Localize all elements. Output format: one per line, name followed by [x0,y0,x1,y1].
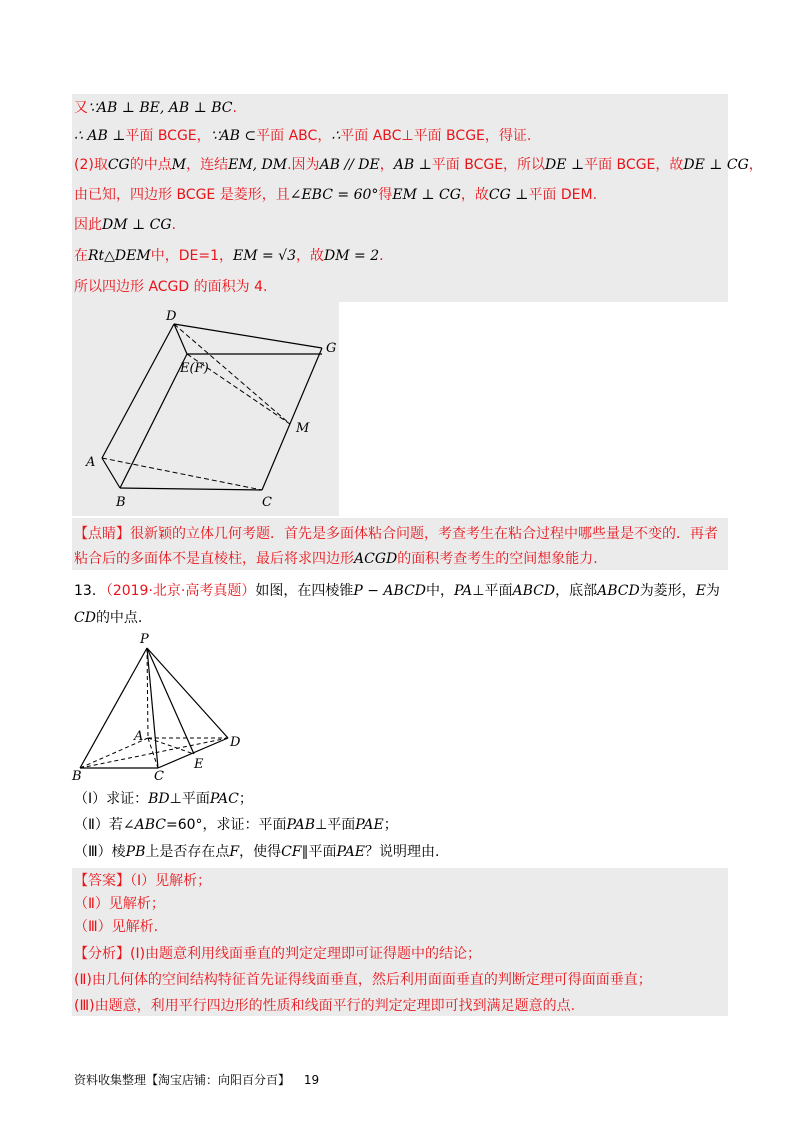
text: 的中点. [95,610,143,626]
dashed-BD [80,738,228,768]
math: DM = 2 [324,248,380,264]
solution-line-7: 所以四边形 ACGD 的面积为 4. [74,279,268,295]
text: 又 [74,100,88,116]
analysis-line-1 [74,944,481,964]
label-C: C [262,495,272,510]
text: （Ⅱ）若 [74,817,123,833]
comment-tag: 【点睛】 [74,526,130,542]
math: ∴ [331,128,341,144]
math: EM = √3 [232,248,296,264]
text: 中，DE=1， [150,248,233,264]
label-EF: E(F) [180,361,209,376]
math: F [229,844,240,860]
math: CF [281,844,302,860]
text: ⊥平面 [315,817,356,833]
part-i [74,789,253,809]
text: =60°，求证：平面 [166,817,287,833]
text: ； [238,791,253,807]
math: PAB [286,817,316,833]
math: PAE [355,817,384,833]
question-source: （2019·北京·高考真题） [105,583,256,599]
question-number: 13． [74,583,106,599]
label-D: D [166,309,177,324]
part-ii [74,815,398,835]
analysis-line-3: (Ⅲ)由题意，利用平行四边形的性质和线面平行的判定定理即可找到满足题意的点. [74,998,576,1014]
text: . [379,248,384,264]
question-13 [74,578,722,632]
math: CG ⊥ [488,187,529,203]
solution-line-3 [74,155,763,175]
text: 平面 DEM. [528,187,598,203]
dashed-AE [148,738,194,754]
text: 由已知，四边形 BCGE 是菱形，且 [74,187,290,203]
analysis-tag: 【分析】 [74,946,130,962]
label-D: D [230,735,241,750]
text: 平面 BCGE， [125,128,211,144]
text: 中， [426,583,455,599]
text: .因为 [287,157,320,173]
edge-PC [147,648,158,768]
math: AB ⊥ [393,157,432,173]
text: 很新颖的立体几何考题．首先是多面体粘合问题，考查考生在粘合过程中哪些量是不变的．再者粘合后的多面体不是直棱柱，最后将求四边形 [74,526,718,567]
math: CD [74,610,96,626]
math: PAC [209,791,239,807]
text: （Ⅲ）棱 [74,844,126,860]
math: ∵AB ⊥ BE, AB ⊥ BC [88,100,233,116]
label-M: M [296,421,310,436]
math: ABCD [512,583,556,599]
text: ， [379,157,394,173]
math: PB [125,844,146,860]
math: E [695,583,706,599]
math: ∵AB ⊂ [210,128,257,144]
edge-PD [147,648,228,738]
text: ∥平面 [301,844,337,860]
math: M [171,157,187,173]
text: 在 [74,248,88,264]
solution-line-4 [74,185,597,205]
solution-line-1 [74,98,237,118]
text: ，连结 [186,157,229,173]
text: . [171,217,176,233]
text: ⊥平面 [472,583,513,599]
text: 为菱形， [639,583,696,599]
page-number: 19 [303,1073,320,1087]
text: ，底部 [555,583,598,599]
answer-line-3: （Ⅲ）见解析. [74,919,159,935]
label-A: A [86,455,96,470]
figure-prism [72,302,339,516]
text: ⊥平面 [169,791,210,807]
footer-text: 资料收集整理【淘宝店铺：向阳百分百】 [74,1073,291,1087]
edge-DG [174,324,322,348]
page-footer [74,1071,319,1088]
math: BD [148,791,170,807]
text: ，故 [296,248,324,264]
text: . [232,100,237,116]
math: ∴ AB ⊥ [74,128,126,144]
text: 如图，在四棱锥 [255,583,354,599]
text: （Ⅰ）见解析； [130,873,212,889]
text: 平面 ABC， [256,128,332,144]
label-B: B [116,495,126,510]
edge-BC [120,488,262,490]
figure-pyramid [70,630,260,784]
answer-line-1 [74,871,211,891]
text: ， [748,157,763,173]
edge-DEF [174,324,187,354]
label-C: C [154,769,164,784]
solution-line-2 [74,126,531,146]
text: 平面 BCGE，所以 [431,157,546,173]
text: 因此 [74,217,102,233]
edge-GC [262,348,322,490]
math: P − ABCD [353,583,427,599]
text: 平面 ABC⊥平面 BCGE，得证. [340,128,532,144]
math: EM ⊥ CG [392,187,461,203]
text: ？说明理由. [365,844,440,860]
solution-line-5 [74,215,176,235]
math: CG [107,157,130,173]
dashed-AC [102,458,262,490]
math: ACGD [354,551,398,567]
edge-CD [158,738,228,768]
math: EM, DM [228,157,288,173]
text: （Ⅰ）求证： [74,791,149,807]
comment-block [74,522,722,572]
answer-line-2: （Ⅱ）见解析； [74,896,165,912]
label-B: B [72,769,82,784]
math: ABCD [597,583,640,599]
label-A: A [134,729,144,744]
text: (2)取 [74,157,108,173]
math: DM ⊥ CG [102,217,172,233]
edge-DA [102,324,174,458]
math: AB // DE [319,157,380,173]
math: PAE [336,844,365,860]
text: 为 [705,583,720,599]
text: ； [383,817,398,833]
text: 的中点 [129,157,172,173]
text: 上是否存在点 [145,844,230,860]
math: DE ⊥ CG [683,157,749,173]
text: 得 [378,187,393,203]
math: ∠EBC = 60° [289,187,379,203]
math: ∠ABC [122,817,166,833]
part-iii [74,842,439,862]
label-P: P [140,632,149,647]
analysis-line-2: (Ⅱ)由几何体的空间结构特征首先证得线面垂直，然后利用面面垂直的判断定理可得面面垂直； [74,972,652,988]
label-G: G [326,341,337,356]
solution-line-6 [74,246,384,266]
text: (Ⅰ)由题意利用线面垂直的判定定理即可证得题中的结论； [130,946,482,962]
math: PA [454,583,473,599]
label-E: E [194,757,204,772]
text: ，使得 [239,844,282,860]
answer-tag: 【答案】 [74,873,130,889]
math: DE ⊥ [545,157,585,173]
text: 平面 BCGE，故 [584,157,684,173]
edge-PB [80,648,147,768]
math: Rt△DEM [88,248,151,264]
text: 的面积考查考生的空间想象能力. [397,551,598,567]
text: ，故 [460,187,489,203]
edge-AB [102,458,120,488]
